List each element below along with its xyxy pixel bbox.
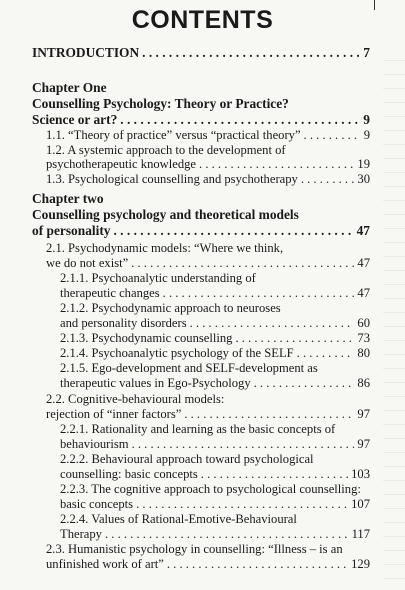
dot-leader <box>105 527 349 542</box>
toc-entry-2-2-3[interactable]: 2.2.3. The cognitive approach to psychological counselling: <box>60 482 361 496</box>
dot-leader <box>301 172 355 187</box>
dot-leader <box>254 376 355 391</box>
dot-leader <box>142 45 360 60</box>
dot-leader <box>136 497 348 512</box>
toc-entry-1-1[interactable]: 1.1. “Theory of practice” versus “practical theory” . . . 9 <box>46 128 370 143</box>
toc-entry-2-3[interactable]: 2.3. Humanistic psychology in counselling: “Illness – is an <box>46 542 343 556</box>
toc-entry-2-2-3-cont[interactable]: basic concepts . . . 107 <box>60 497 370 512</box>
toc-entry-2-2-2-cont[interactable]: counselling: basic concepts . . . 103 <box>60 467 370 482</box>
dot-leader <box>235 331 354 346</box>
dot-leader <box>304 128 361 143</box>
toc-entry-chapter-two[interactable]: of personality . . . 47 <box>32 223 370 238</box>
toc-entry-2-1-cont[interactable]: we do not exist” . . . 47 <box>46 256 370 271</box>
dot-leader <box>131 256 354 271</box>
toc-entry-2-2-4[interactable]: 2.2.4. Values of Rational-Emotive-Behavioural <box>60 512 297 526</box>
dot-leader <box>132 437 355 452</box>
toc-entry-2-1-4[interactable]: 2.1.4. Psychoanalytic psychology of the SELF . . . 80 <box>60 346 370 361</box>
toc-entry-2-2[interactable]: 2.2. Cognitive-behavioural models: <box>46 392 225 406</box>
dot-leader <box>120 112 360 127</box>
chapter-title: Counselling Psychology: Theory or Practice? <box>32 96 289 111</box>
dot-leader <box>113 223 353 238</box>
toc-entry-2-1-2-cont[interactable]: and personality disorders . . . 60 <box>60 316 370 331</box>
toc-entry-1-2-cont[interactable]: psychotherapeutic knowledge . . . 19 <box>46 157 370 172</box>
toc-entry-2-1-2[interactable]: 2.1.2. Psychodynamic approach to neuroses <box>60 301 281 315</box>
toc-entry-1-2[interactable]: 1.2. A systemic approach to the development of <box>46 143 286 157</box>
toc-entry-2-1-1-cont[interactable]: therapeutic changes . . . 47 <box>60 286 370 301</box>
dot-leader <box>297 346 355 361</box>
chapter-heading: Chapter One <box>32 80 107 95</box>
toc-entry-1-3[interactable]: 1.3. Psychological counselling and psychotherapy . . . 30 <box>46 172 370 187</box>
bleed-through-texture <box>383 60 405 580</box>
toc-entry-2-1-5-cont[interactable]: therapeutic values in Ego-Psychology . . . 86 <box>60 376 370 391</box>
toc-entry-2-3-cont[interactable]: unfinished work of art” . . . 129 <box>46 557 370 572</box>
dot-leader <box>167 557 348 572</box>
toc-entry-2-2-2[interactable]: 2.2.2. Behavioural approach toward psychological <box>60 452 314 466</box>
dot-leader <box>190 316 355 331</box>
toc-entry-2-1-3[interactable]: 2.1.3. Psychodynamic counselling . . . 73 <box>60 331 370 346</box>
toc-entry-2-2-4-cont[interactable]: Therapy . . . 117 <box>60 527 370 542</box>
toc-entry-2-2-cont[interactable]: rejection of “inner factors” . . . 97 <box>46 407 370 422</box>
toc-entry-introduction[interactable] <box>32 45 370 60</box>
toc-entry-title: INTRODUCTION <box>32 45 140 60</box>
dot-leader <box>184 407 354 422</box>
dot-leader <box>201 467 348 482</box>
toc-entry-2-1-1[interactable]: 2.1.1. Psychoanalytic understanding of <box>60 271 256 285</box>
toc-page-number: 7 <box>363 45 370 60</box>
dot-leader <box>199 157 354 172</box>
toc-entry-chapter-one[interactable]: Science or art? . . . 9 <box>32 112 370 127</box>
dot-leader <box>163 286 355 301</box>
toc-entry-2-2-1[interactable]: 2.2.1. Rationality and learning as the basic concepts of <box>60 422 336 436</box>
toc-entry-2-1-5[interactable]: 2.1.5. Ego-development and SELF-development as <box>60 361 318 375</box>
chapter-heading: Chapter two <box>32 191 104 206</box>
toc-entry-2-2-1-cont[interactable]: behaviourism . . . 97 <box>60 437 370 452</box>
chapter-title: Counselling psychology and theoretical models <box>32 207 299 222</box>
page-title: CONTENTS <box>131 6 274 34</box>
toc-entry-2-1[interactable]: 2.1. Psychodynamic models: “Where we think, <box>46 241 284 255</box>
